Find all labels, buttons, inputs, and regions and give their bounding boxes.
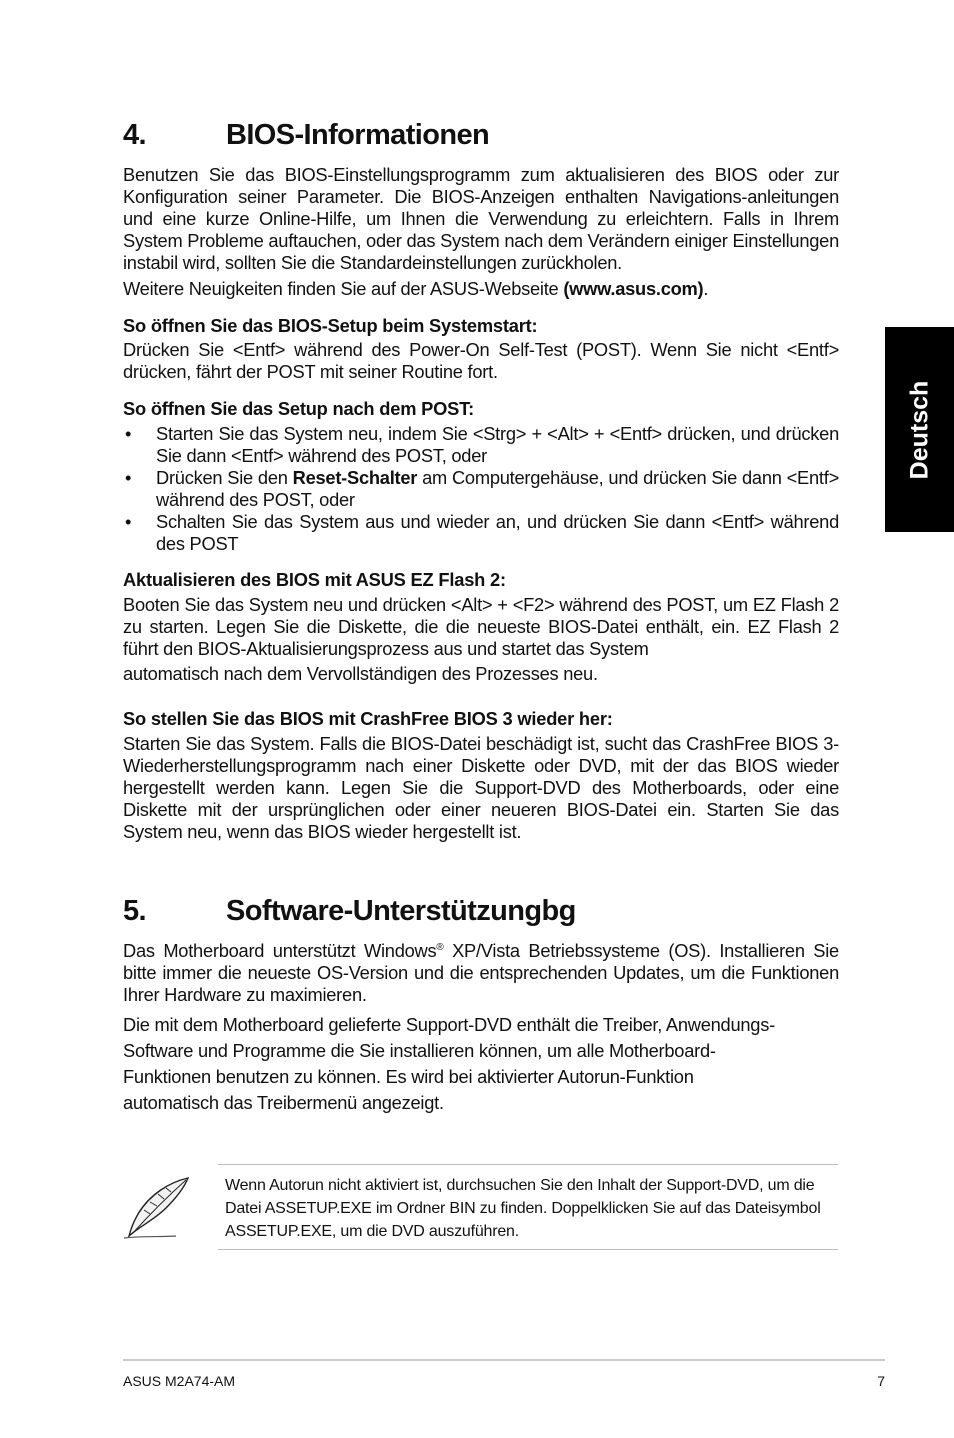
bullet-mark: • xyxy=(125,511,132,532)
section-5-title: Software-Unterstützungbg xyxy=(226,895,576,927)
website-line xyxy=(123,278,839,300)
software-para-2-line: Die mit dem Motherboard gelieferte Support-DVD enthält die Treiber, Anwendungs- xyxy=(123,1014,775,1035)
reset-switch-term: Reset-Schalter xyxy=(292,467,418,488)
note-text: Wenn Autorun nicht aktiviert ist, durchsuchen Sie den Inhalt der Support-DVD, um die Datei ASSETUP.EXE im Ordner BIN zu finden. Doppelklicken Sie auf das Dateisymbol ASSETUP.EXE, um die DVD auszuführen. xyxy=(225,1177,821,1240)
subheading-setup-after-post: So öffnen Sie das Setup nach dem POST: xyxy=(123,398,474,419)
registered-mark: ® xyxy=(436,941,444,953)
software-para-2 xyxy=(123,1012,839,1116)
bios-intro: Benutzen Sie das BIOS-Einstellungsprogramm zum aktualisieren des BIOS oder zur Konfiguration seiner Parameter. Die BIOS-Anzeigen enthalten Navigations-anleitungen und eine kurze Online-Hilfe, um Ihnen die Verwendung zu erleichtern. Falls in Ihrem System Probleme auftauchen, oder das System nach dem Verändern einiger Einstellungen instabil wird, sollten Sie die Standardeinstellungen zurückholen. xyxy=(123,164,839,273)
list-item xyxy=(123,423,839,467)
subheading-bios-setup-start: So öffnen Sie das BIOS-Setup beim Systemstart: xyxy=(123,315,538,336)
language-tab xyxy=(885,327,954,532)
section-5-heading xyxy=(123,894,839,928)
list-item xyxy=(123,467,839,511)
crashfree-text: Starten Sie das System. Falls die BIOS-Datei beschädigt ist, sucht das CrashFree BIOS 3-Wiederherstellungsprogramm nach einer Diskette oder DVD, mit der das BIOS wieder hergestellt werden kann. Legen Sie die Support-DVD des Motherboards, oder eine Diskette mit der ursprünglichen oder einer neueren BIOS-Datei ein. Starten Sie das System neu, wenn das BIOS wieder hergestellt ist. xyxy=(123,733,839,842)
subheading-ez-flash: Aktualisieren des BIOS mit ASUS EZ Flash 2: xyxy=(123,569,506,590)
bullet-mark: • xyxy=(125,467,132,488)
bios-setup-start-text: Drücken Sie <Entf> während des Power-On Self-Test (POST). Wenn Sie nicht <Entf> drücken, fährt der POST mit seiner Routine fort. xyxy=(123,339,839,382)
list-item-text: Starten Sie das System neu, indem Sie <Strg> + <Alt> + <Entf> drücken, und drücken Sie dann <Entf> während des POST, oder xyxy=(156,423,839,466)
subheading-crashfree: So stellen Sie das BIOS mit CrashFree BIOS 3 wieder her: xyxy=(123,708,613,729)
page-number: 7 xyxy=(877,1373,885,1389)
section-4-title: BIOS-Informationen xyxy=(226,119,490,151)
ez-flash-text: Booten Sie das System neu und drücken <Alt> + <F2> während des POST, um EZ Flash 2 zu starten. Legen Sie die Diskette, die die neueste BIOS-Datei enthält, ein. EZ Flash 2 führt den BIOS-Aktualisierungsprozess aus und startet das System xyxy=(123,594,839,659)
note-bottom-rule xyxy=(218,1249,838,1250)
section-4-number: 4. xyxy=(123,119,146,151)
ez-flash-text-end: automatisch nach dem Vervollständigen des Prozesses neu. xyxy=(123,663,598,684)
website-link[interactable]: (www.asus.com) xyxy=(563,278,704,299)
software-para-1-end: XP/Vista Betriebssysteme (OS). Installieren Sie bitte immer die neueste OS-Version und die entsprechenden Updates, um die Funktionen Ihrer Hardware zu maximieren. xyxy=(123,940,839,1005)
bullet-mark: • xyxy=(125,423,132,444)
software-para-2-line: Funktionen benutzen zu können. Es wird bei aktivierter Autorun-Funktion xyxy=(123,1066,694,1087)
list-item-text: Schalten Sie das System aus und wieder an, und drücken Sie dann <Entf> während des POST xyxy=(156,511,839,554)
software-para-1-start: Das Motherboard unterstützt Windows xyxy=(123,940,437,961)
software-para-1 xyxy=(123,940,839,1006)
software-para-2-line: Software und Programme die Sie installieren können, um alle Motherboard- xyxy=(123,1040,716,1061)
list-item-text: Drücken Sie den xyxy=(156,467,293,488)
language-tab-label: Deutsch xyxy=(905,380,933,479)
list-item xyxy=(123,511,839,555)
list-item-text: am Computergehäuse, und drücken Sie dann <Entf> während des POST, oder xyxy=(156,467,839,510)
website-text: Weitere Neuigkeiten finden Sie auf der ASUS-Webseite xyxy=(123,278,564,299)
footer-product: ASUS M2A74-AM xyxy=(123,1373,236,1389)
quill-icon xyxy=(120,1174,192,1242)
setup-after-post-list xyxy=(123,423,839,555)
section-4-heading xyxy=(123,118,839,152)
footer-rule xyxy=(123,1359,885,1361)
website-dot: . xyxy=(703,278,709,299)
section-5-number: 5. xyxy=(123,895,146,927)
note-top-rule xyxy=(218,1164,838,1165)
software-para-2-line: automatisch das Treibermenü angezeigt. xyxy=(123,1092,444,1113)
